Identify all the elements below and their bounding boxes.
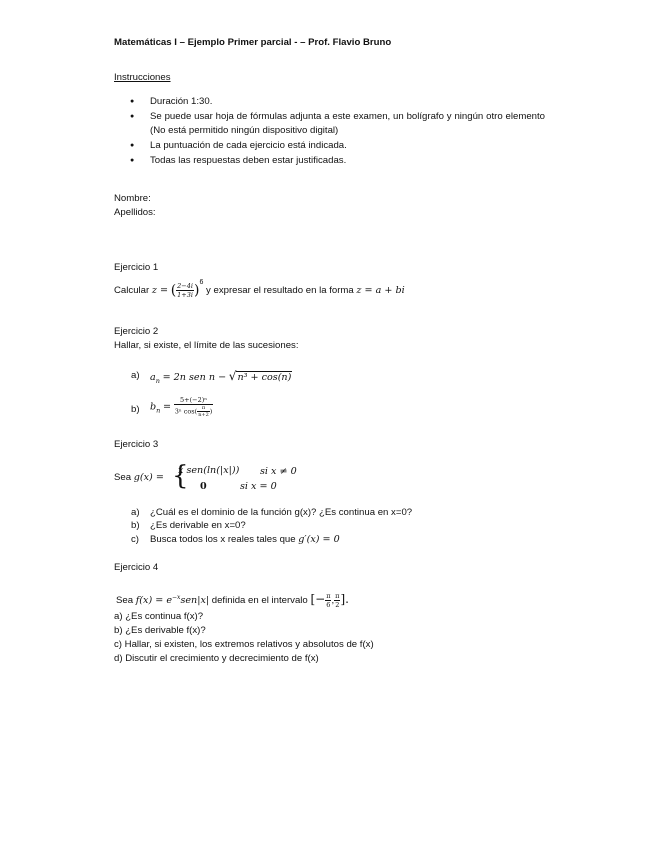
ex2-b-formula (150, 396, 213, 418)
ex4-pi2: π (335, 592, 340, 600)
ex2-a-label: a) (131, 370, 140, 381)
ex1-prefix: Calcular (114, 285, 150, 297)
ex2-b-fraction (174, 396, 214, 418)
ex3-item-b-label: b) (131, 520, 140, 531)
ex2-b-lhs: b (150, 401, 157, 413)
ex3-case2-expr: 0 (200, 481, 207, 492)
ex1-numerator: 2−4i (177, 282, 193, 291)
exercise-1-statement: Calcular z = ( $\frac{2-4i}{1+3i}$ )$^6$ y expresar el resultado en la forma z = a + bi (114, 279, 405, 300)
ex2-a-sub: n (155, 376, 160, 385)
ex3-item-c-sentence: Busca todos los x reales tales que (150, 534, 296, 545)
exercise-2-statement: Hallar, si existe, el límite de las sucesiones: (114, 340, 299, 351)
ex4-interval-close: ]. (340, 592, 349, 607)
ex3-item-c-text (150, 534, 340, 546)
ex2-a-root: n³ + cos(n) (237, 372, 292, 383)
ex3-brace: { (172, 461, 189, 491)
ex1-exponent: 6 (199, 279, 204, 286)
ex1-form: z = a + bi (356, 285, 405, 297)
ex4-comma: , (331, 595, 335, 607)
ex4-f-def: f(x) = e (135, 595, 173, 607)
ex4-f-exp: −x (172, 593, 181, 601)
ex2-a-rhs: = 2n sen n − (162, 372, 227, 383)
ex4-interval-open: [− (310, 592, 326, 607)
ex4-two: 2 (335, 601, 340, 609)
ex1-denominator: 1+3i (177, 291, 193, 300)
ex3-g-lhs: g(x) = (133, 472, 164, 483)
instruction-item: ● Se puede usar hoja de fórmulas adjunta a este examen, un bolígrafo y ningún otro elemento (No está permitido ningún dispositivo digital) (130, 110, 545, 138)
ex2-b-label: b) (131, 404, 140, 415)
ex2-a-lhs: a (150, 372, 156, 383)
ex1-fraction (176, 282, 194, 299)
instruction-item: ● Todas las respuestas deben estar justificadas. (130, 154, 545, 168)
surname-label: Apellidos: (114, 207, 156, 218)
exercise-1-title: Ejercicio 1 (114, 262, 159, 273)
ex2-b-den: 3ⁿ cos( $\frac{\pi}{n+2}$ ) (174, 405, 213, 418)
ex2-b-inner-den: n+2 (198, 412, 209, 418)
instruction-item: ● Duración 1:30. (130, 95, 545, 109)
instruction-item: ● La puntuación de cada ejercicio está indicada. (130, 139, 545, 153)
ex4-f-rest: sen|x| (180, 595, 210, 607)
ex3-item-a-text: ¿Cuál es el dominio de la función g(x)? ¿Es continua en x=0? (150, 507, 413, 518)
ex2-b-eq: = (163, 401, 172, 413)
ex3-sea: Sea (114, 472, 132, 483)
ex4-item: a) ¿Es continua f(x)? (114, 611, 204, 622)
ex3-case1-expr: x sen(ln(|x|)) (178, 465, 240, 476)
ex4-definition (116, 592, 349, 609)
exercise-3-title: Ejercicio 3 (114, 439, 159, 450)
ex1-middle: y expresar el resultado en la forma (206, 285, 354, 297)
instructions-list (130, 95, 545, 169)
ex2-a-formula: $a_n = 2n$ sen n − √n³ + cos(n) (150, 369, 292, 385)
ex4-sea: Sea (116, 595, 134, 607)
ex2-b-den-pre: 3ⁿ cos (174, 407, 195, 416)
exam-header-title: Matemáticas I – Ejemplo Primer parcial - – Prof. Flavio Bruno (114, 37, 392, 48)
ex2-b-num: 5+(−2)ⁿ (174, 396, 214, 405)
ex2-b-sub: n (156, 406, 161, 415)
name-label: Nombre: (114, 193, 151, 204)
ex1-z-lhs: z = (151, 285, 169, 297)
ex2-b-inner-num: π (197, 405, 210, 412)
ex3-definition (114, 472, 164, 484)
ex4-item: c) Hallar, si existen, los extremos relativos y absolutos de f(x) (114, 639, 374, 650)
exercise-4-title: Ejercicio 4 (114, 562, 159, 573)
ex3-item-c-formula: g′(x) = 0 (298, 534, 340, 545)
exercise-2-title: Ejercicio 2 (114, 326, 159, 337)
instructions-heading: Instrucciones (114, 72, 171, 83)
ex3-case2-cond: si x = 0 (240, 481, 277, 492)
ex4-item: b) ¿Es derivable f(x)? (114, 625, 206, 636)
ex4-middle: definida en el intervalo (211, 595, 308, 607)
ex4-pi1: π (326, 592, 331, 600)
ex3-item-c-label: c) (131, 534, 139, 545)
ex3-case1-cond: si x ≠ 0 (260, 466, 297, 477)
ex3-item-a-label: a) (131, 507, 140, 518)
ex4-item: d) Discutir el crecimiento y decrecimiento de f(x) (114, 653, 319, 664)
ex4-six: 6 (326, 601, 331, 609)
ex3-item-b-text: ¿Es derivable en x=0? (150, 520, 246, 531)
